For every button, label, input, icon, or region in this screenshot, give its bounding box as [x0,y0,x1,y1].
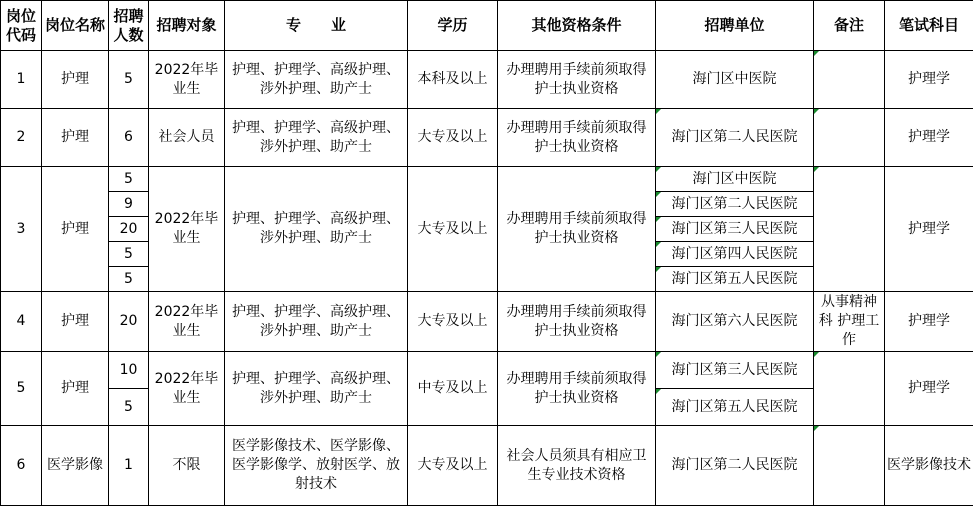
other-cell: 社会人员须具有相应卫生专业技术资格 [498,426,656,506]
exam-cell: 护理学 [885,292,973,352]
major-cell: 护理、护理学、高级护理、涉外护理、助产士 [225,51,408,109]
count-cell: 6 [109,109,149,167]
other-cell: 办理聘用手续前须取得护士执业资格 [498,109,656,167]
header-row [1,1,973,51]
education-cell: 本科及以上 [408,51,498,109]
education-cell: 大专及以上 [408,292,498,352]
education-cell: 大专及以上 [408,167,498,292]
count-cell: 5 [109,167,149,192]
exam-cell: 护理学 [885,51,973,109]
target-cell: 社会人员 [149,109,225,167]
count-cell: 5 [109,51,149,109]
major-cell: 护理、护理学、高级护理、涉外护理、助产士 [225,352,408,426]
other-cell: 办理聘用手续前须取得护士执业资格 [498,352,656,426]
exam-cell: 护理学 [885,167,973,292]
code-cell: 4 [1,292,42,352]
unit-cell: 海门区第二人民医院 [656,109,814,167]
remark-cell [814,426,885,506]
count-cell: 10 [109,352,149,389]
target-cell: 不限 [149,426,225,506]
remark-cell [814,109,885,167]
table-row [1,167,973,192]
other-cell: 办理聘用手续前须取得护士执业资格 [498,51,656,109]
unit-cell: 海门区第二人民医院 [656,426,814,506]
count-cell: 5 [109,242,149,267]
major-cell: 护理、护理学、高级护理、涉外护理、助产士 [225,167,408,292]
education-cell: 中专及以上 [408,352,498,426]
target-cell: 2022年毕业生 [149,292,225,352]
position-cell: 护理 [42,292,109,352]
target-cell: 2022年毕业生 [149,167,225,292]
target-cell: 2022年毕业生 [149,51,225,109]
exam-cell: 护理学 [885,109,973,167]
position-cell: 护理 [42,167,109,292]
header-code: 岗位代码 [1,1,42,51]
major-cell: 护理、护理学、高级护理、涉外护理、助产士 [225,109,408,167]
header-other: 其他资格条件 [498,1,656,51]
header-major: 专 业 [225,1,408,51]
unit-cell: 海门区第四人民医院 [656,242,814,267]
position-cell: 护理 [42,352,109,426]
other-cell: 办理聘用手续前须取得护士执业资格 [498,292,656,352]
exam-cell: 护理学 [885,352,973,426]
header-remark: 备注 [814,1,885,51]
major-cell: 护理、护理学、高级护理、涉外护理、助产士 [225,292,408,352]
count-cell: 5 [109,267,149,292]
unit-cell: 海门区第二人民医院 [656,192,814,217]
unit-cell: 海门区第六人民医院 [656,292,814,352]
header-target: 招聘对象 [149,1,225,51]
target-cell: 2022年毕业生 [149,352,225,426]
code-cell: 3 [1,167,42,292]
table-row [1,352,973,389]
unit-cell: 海门区第三人民医院 [656,352,814,389]
remark-cell: 从事精神科 护理工作 [814,292,885,352]
remark-cell [814,352,885,426]
count-cell: 20 [109,217,149,242]
count-cell: 5 [109,389,149,426]
header-education: 学历 [408,1,498,51]
education-cell: 大专及以上 [408,426,498,506]
code-cell: 6 [1,426,42,506]
position-cell: 护理 [42,109,109,167]
remark-cell [814,167,885,292]
code-cell: 1 [1,51,42,109]
table-row [1,109,973,167]
count-cell: 1 [109,426,149,506]
exam-cell: 医学影像技术 [885,426,973,506]
position-cell: 护理 [42,51,109,109]
unit-cell: 海门区中医院 [656,51,814,109]
header-count: 招聘人数 [109,1,149,51]
unit-cell: 海门区第五人民医院 [656,389,814,426]
table-row [1,426,973,506]
code-cell: 2 [1,109,42,167]
unit-cell: 海门区第三人民医院 [656,217,814,242]
header-name: 岗位名称 [42,1,109,51]
unit-cell: 海门区中医院 [656,167,814,192]
remark-cell [814,51,885,109]
header-exam: 笔试科目 [885,1,973,51]
table-row [1,292,973,352]
count-cell: 9 [109,192,149,217]
code-cell: 5 [1,352,42,426]
education-cell: 大专及以上 [408,109,498,167]
header-unit: 招聘单位 [656,1,814,51]
unit-cell: 海门区第五人民医院 [656,267,814,292]
count-cell: 20 [109,292,149,352]
major-cell: 医学影像技术、医学影像、医学影像学、放射医学、放射技术 [225,426,408,506]
position-cell: 医学影像 [42,426,109,506]
table-row [1,51,973,109]
other-cell: 办理聘用手续前须取得护士执业资格 [498,167,656,292]
